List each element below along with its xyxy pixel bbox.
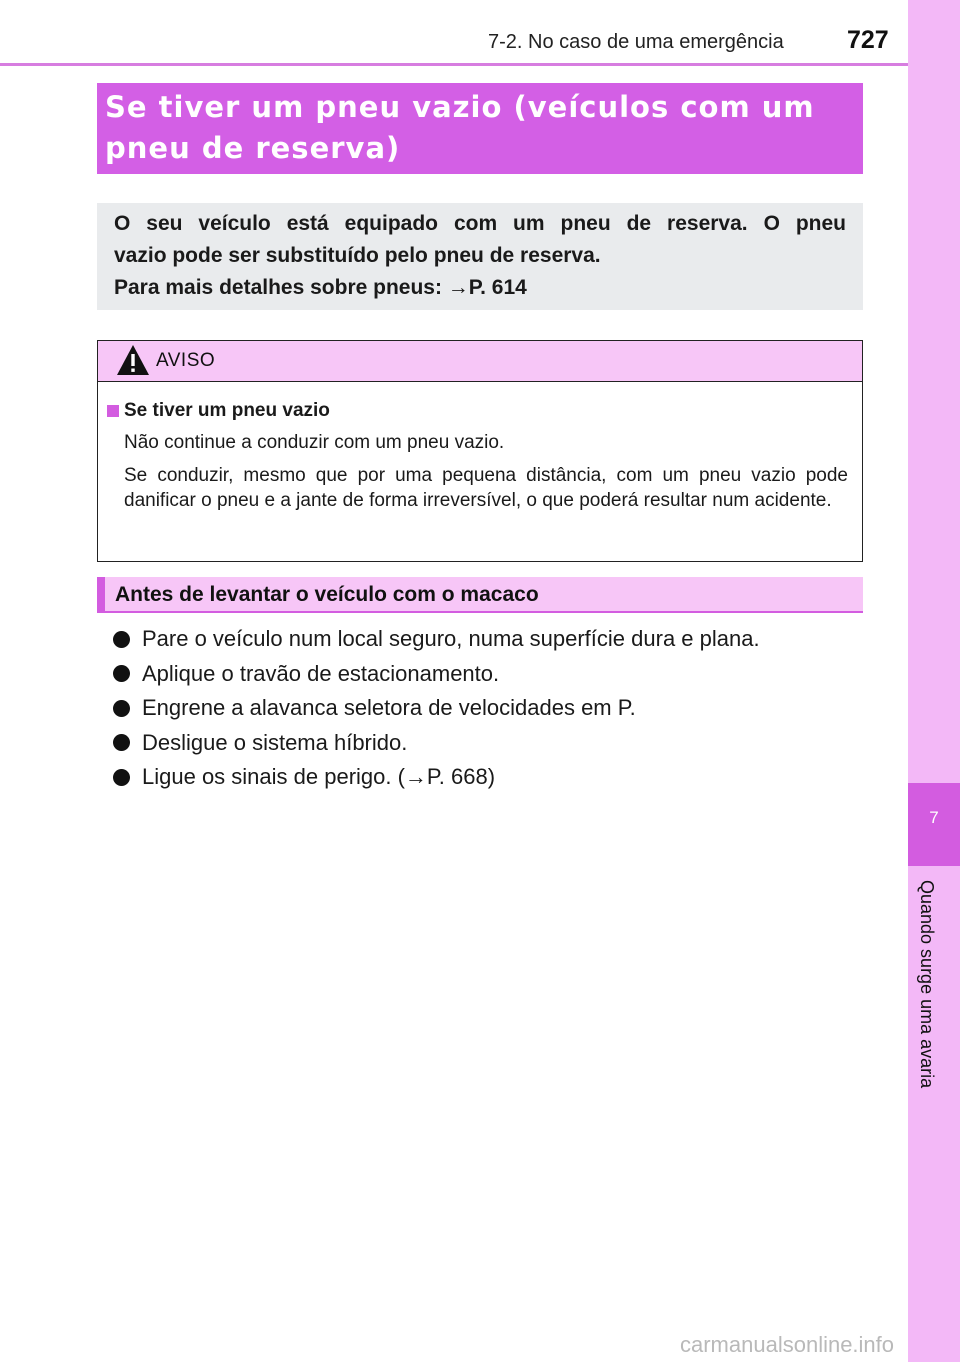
side-tab <box>908 0 960 1362</box>
list-item-text: Aplique o travão de estacionamento. <box>142 660 500 686</box>
bullet-icon <box>113 665 130 682</box>
header-section-title: 7-2. No caso de uma emergência <box>488 31 784 53</box>
warning-triangle-icon <box>116 344 150 376</box>
list-item <box>113 622 853 657</box>
list-item-text: Ligue os sinais de perigo. (→P. 668) <box>142 764 496 789</box>
bullet-icon <box>113 734 130 751</box>
bullet-icon <box>113 700 130 717</box>
warning-label: AVISO <box>156 350 216 371</box>
list-item-text: Desligue o sistema híbrido. <box>142 729 408 755</box>
warning-box <box>97 340 863 562</box>
title-bar <box>97 83 863 174</box>
list-item <box>113 691 853 726</box>
bullet-icon <box>113 769 130 786</box>
warning-body <box>98 382 862 513</box>
list-item <box>113 760 853 795</box>
list-item <box>113 726 853 761</box>
page-title: Se tiver um pneu vazio (veículos com um pneu de reserva) <box>105 90 815 165</box>
side-chapter-number: 7 <box>929 808 939 827</box>
warning-paragraph-1: Não continue a conduzir com um pneu vazio. <box>124 432 505 453</box>
warning-heading-text: Se tiver um pneu vazio <box>124 400 330 421</box>
side-chapter-label: Quando surge uma avaria <box>917 880 937 1089</box>
intro-line-1: O seu veículo está equipado com um pneu de reserva. O pneu <box>114 212 846 235</box>
watermark: carmanualsonline.info <box>680 1332 895 1357</box>
list-item <box>113 657 853 692</box>
intro-line-3: Para mais detalhes sobre pneus: →P. 614 <box>114 276 527 299</box>
step-list <box>113 622 853 795</box>
warning-heading <box>107 400 848 422</box>
square-bullet-icon <box>107 405 119 417</box>
bullet-icon <box>113 631 130 648</box>
header-rule <box>0 63 908 66</box>
intro-box <box>97 203 863 310</box>
section-heading-bar <box>97 577 863 613</box>
list-item-text: Pare o veículo num local seguro, numa superfície dura e plana. <box>142 626 760 651</box>
warning-paragraph-2: Se conduzir, mesmo que por uma pequena distância, com um pneu vazio pode danificar o pneu e a jante de forma irreversível, o que poderá resultar num acidente. <box>124 465 848 511</box>
section-heading: Antes de levantar o veículo com o macaco <box>115 583 539 606</box>
warning-header <box>98 341 862 382</box>
intro-line-2: vazio pode ser substituído pelo pneu de reserva. <box>114 244 601 267</box>
page-number: 727 <box>847 26 889 54</box>
list-item-text: Engrene a alavanca seletora de velocidades em P. <box>142 695 636 720</box>
